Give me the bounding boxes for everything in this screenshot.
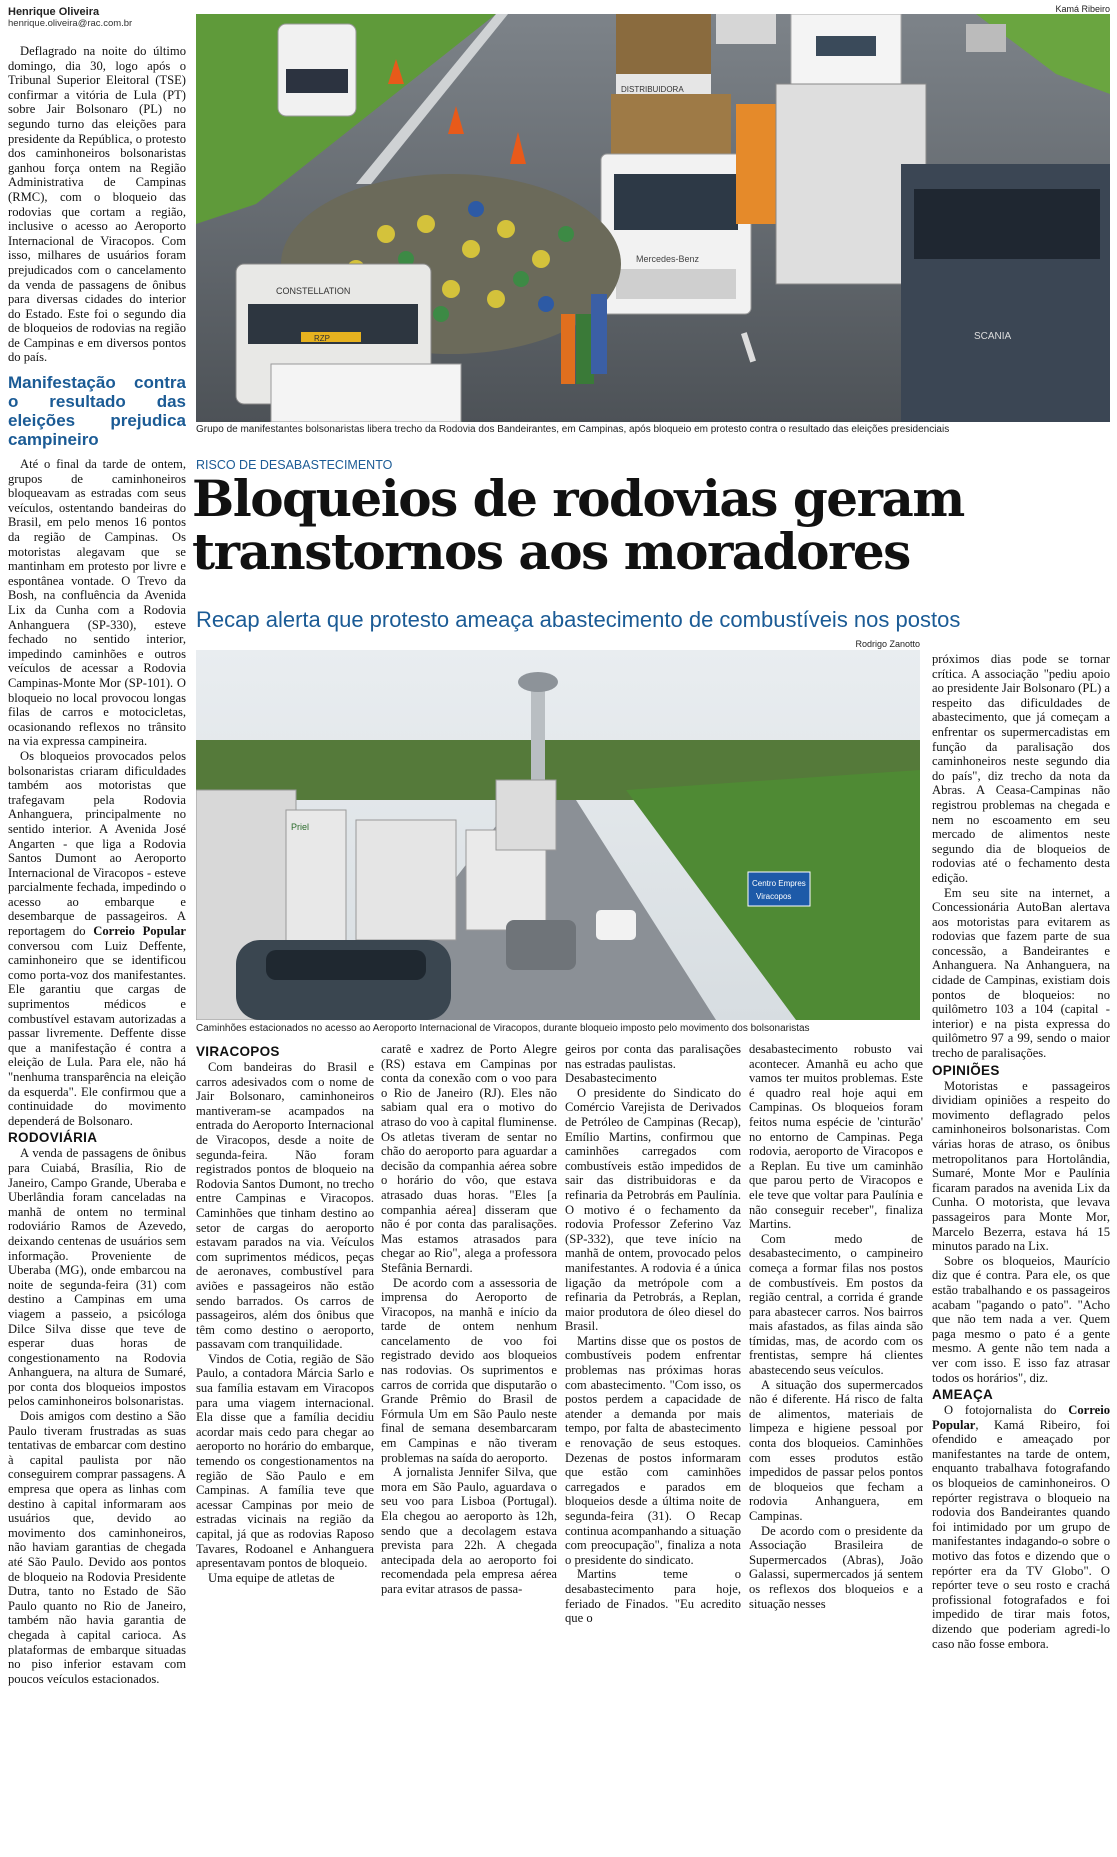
article-paragraph: De acordo com o presidente da Associação Brasileira de Supermercados (Abras), João Galassi, supermercados já sentem os reflexos dos bloqueios e a situação nesses: [749, 1523, 923, 1611]
article-paragraph: O presidente do Sindicato do Comércio Varejista de Derivados de Petróleo de Campinas (Recap), Emílio Martins, confirmou que caminhões carregados com combustíveis estão impedidos de sair das distribuidoras e da refinaria da Petrobrás em Paulínia. O motivo é o fechamento da rodovia Professor Zeferino Vaz (SP-332), que teve início na manhã de ontem, provocado pelos manifestantes. A rodovia é a única ligação da metrópole com a refinaria da Petrobrás, a Replan, maior produtora de óleo diesel do Brasil.: [565, 1085, 741, 1334]
column-3: [381, 1042, 557, 1854]
article-paragraph: [8, 749, 186, 1128]
airport-photo-graphic: [196, 650, 920, 1020]
article-paragraph: Motoristas e passageiros dividiam opiniões a respeito do movimento deflagrado pelos caminhoneiros bolsonaristas. Com várias horas de atraso, os ônibus metropolitanos para Hortolândia, Sumaré, Monte Mor e Paulínia ficaram parados na avenida Lix da Cunha. O motorista, que levava passageiros para Monte Mor, Marcelo Bezerra, estava há 15 minutos parado na Lix.: [932, 1078, 1110, 1254]
newspaper-name: Correio Popular: [93, 924, 186, 939]
airport-photo: [196, 650, 920, 1020]
article-paragraph: Vindos de Cotia, região de São Paulo, a contadora Márcia Sarlo e sua família estavam em Viracopos para uma viagem internacional. Ela disse que a família decidiu acordar mais cedo para chegar ao aeroporto no horário do embarque, temendo os congestionamentos na região de São Paulo e em Campinas. A família teve que acessar Campinas por meio de estradas vicinais na região da capital, já que as rodovias Raposo Tavares, Rodoanel e Anhanguera apresentavam pontos de bloqueio.: [196, 1351, 374, 1571]
text-run: conversou com Luiz Deffente, caminhoneiro que se identificou como porta-voz dos manifestantes. Ele garantiu que cargas de suprimentos médicos e combustível estavam autorizadas a passar livremente. Deffente disse que a manifestação é contra a eleição de Lula. Para ele, não há "nenhuma transparência na eleição da esquerda". Ele confirmou que a continuidade do movimento dependerá de Bolsonaro.: [8, 938, 186, 1128]
section-head-opinioes: OPINIÕES: [932, 1062, 1000, 1078]
bus-sign: CONSTELLATION: [276, 286, 351, 296]
protest-photo-graphic: [196, 14, 1110, 422]
text-run: , Kamá Ribeiro, foi ofendido e ameaçado por manifestantes na tarde de ontem, enquanto trabalhava fotografando os bloqueios de caminhoneiros. O repórter registrava o bloqueio na rodovia dos Bandeirantes quando foi intimidado por um grupo de manifestantes indagando-o sobre o motivo das fotos e dizendo que o repórter era da TV Globo". O repórter teve o seu rosto e crachá profissional fotografados e foi impedido de tirar mais fotos, dizendo que poderiam agredi-lo caso não fosse embora.: [932, 1417, 1110, 1651]
truck-brand: Mercedes-Benz: [636, 254, 700, 264]
article-paragraph: Sobre os bloqueios, Maurício diz que é contra. Para ele, os que estão trabalhando e os passageiros acabam "pagando o pato". "Acho que não tem nada a ver. Quem paga mesmo o pato é a gente mesmo. A gente não tem nada a ver com isso. E isso faz atrasar todos os horários", diz.: [932, 1253, 1110, 1385]
article-paragraph: Uma equipe de atletas de: [208, 1570, 335, 1585]
road-sign-text: Centro Empres: [752, 879, 806, 888]
section-head-ameaca: AMEAÇA: [932, 1387, 994, 1403]
column-viracopos: [196, 1042, 374, 1854]
photo-caption: Grupo de manifestantes bolsonaristas libera trecho da Rodovia dos Bandeirantes, em Campinas, após bloqueio em protesto contra o resultado das eleições presidenciais: [196, 424, 950, 435]
article-paragraph: Martins disse que os postos de combustíveis podem enfrentar problemas nas próximas horas com abastecimento. "Com isso, os postos perdem a capacidade de atender a demanda por mais tempo, por falta de abastecimento e renovação de seus estoques. Dezenas de postos informaram que estão com caminhões carregados e parados em bloqueios desde a última noite de segunda-feira (31). O Recap continua acompanhando a situação com preocupação", finaliza a nota o presidente do sindicato.: [565, 1333, 741, 1567]
article-paragraph: próximos dias pode se tornar crítica. A associação "pediu apoio ao presidente Jair Bolsonaro (PL) a respeito das dificuldades de abastecimento, que já começam a enfrentar os supermercadistas em função da paralisação dos caminhoneiros neste segundo dia do país", diz trecho da nota da Abras. A Ceasa-Campinas não registrou problemas na chegada e nem no escoamento em seu mercado de alimentos neste segundo dia de bloqueios de rodovias até o fechamento desta edição.: [932, 652, 1110, 885]
byline: [8, 6, 188, 29]
article-paragraph: Em seu site na internet, a Concessionária AutoBan alertava aos motoristas para evitarem as rodovias que fazem parte de sua concessão, a Bandeirantes e Anhanguera. Na Anhanguera, na cidade de Campinas, existiam dois pontos de bloqueios: no quilômetro 103 a 104 (capital - interior) e na pista expressa do quilômetro 97 a 99, sendo o maior trecho de paralisações.: [932, 885, 1110, 1061]
text-run: O fotojornalista do: [944, 1403, 1069, 1418]
article-paragraph: A situação dos supermercados não é diferente. Há risco de falta de alimentos, materiais de limpeza e higiene pessoal por conta dos bloqueios. Caminhões com esses produtos estão impedidos de passar pelos pontos de bloqueios que fecham a rodovia Anhanguera, em Campinas.: [749, 1377, 923, 1523]
column-4: [565, 1042, 741, 1854]
article-paragraph: Com medo de desabastecimento, o campineiro começa a formar filas nos postos de combustíveis. Em postos da região central, a corrida é grande para abastecer carros. Nos bairros mais afastados, as filas ainda são tímidas, mas, de acordo com os frentistas, sempre há clientes abastecendo seus veículos.: [749, 1231, 923, 1378]
truck-brand-right: SCANIA: [974, 331, 1012, 342]
photo-credit: Rodrigo Zanotto: [855, 639, 920, 649]
section-head-rodoviaria: RODOVIÁRIA: [8, 1130, 98, 1146]
article-paragraph: A venda de passagens de ônibus para Cuiabá, Brasília, Rio de Janeiro, Campo Grande, Uberaba e Uberlândia foram canceladas na manhã de ontem no terminal rodoviário Ramos de Azevedo, deixando centenas de usuários sem informação. Proveniente de Uberaba (MG), onde embarcou na noite de segunda-feira (31) com destino a Campinas em uma viagem a passeio, a psicóloga Dilce Silva disse que teve de esperar duas horas de congestionamento na Rodovia Anhanguera, na altura de Sumaré, por conta dos bloqueios impostos pelos caminhoneiros bolsonaristas.: [8, 1146, 186, 1409]
newspaper-name: Correio Popular: [932, 1403, 1110, 1432]
deck: Recap alerta que protesto ameaça abastecimento de combustíveis nos postos: [196, 607, 961, 632]
left-column: [8, 44, 186, 1852]
road-sign-text: Viracopos: [756, 892, 792, 901]
article-paragraph: A jornalista Jennifer Silva, que mora em São Paulo, aguardava o seu voo para Lisboa (Portugal). Ela chegou ao aeroporto às 12h, sendo que a decolagem estava prevista para 22h. A chegada antecipada dela ao aeroporto foi recomendada pela empresa aérea para evitar atrasos de passa-: [381, 1465, 557, 1596]
right-column: [932, 652, 1110, 1852]
article-paragraph: Até o final da tarde de ontem, grupos de caminhoneiros bloqueavam as estradas com seus veículos, ostentando bandeiras do Brasil, em pelo menos 16 pontos da região de Campinas. Os motoristas alegavam que se mantinham em protesto por livre e espontânea vontade. O Trevo da Bosh, na confluência da Avenida Lix da Cunha com a Rodovia Anhanguera (SP-330), esteve fechado no sentido interior, impedindo caminhões e outros veículos de acessar a Rodovia Campinas-Monte Mor (SP-101). O bloqueio no local provocou longas filas de carros e motocicletas, ocasionando reflexos no trânsito na via expressa campineira.: [8, 457, 186, 749]
text-run: Os bloqueios provocados pelos bolsonaristas criaram dificuldades também aos motoristas que trafegavam pela Rodovia Anhanguera, principalmente no sentido interior. A Avenida José Angarten - que liga a Rodovia Santos Dumont ao Aeroporto Internacional de Viracopos - esteve parcialmente fechada, impedindo o acesso ao embarque e desembarque de passageiros. A reportagem do: [8, 748, 186, 939]
article-paragraph: Dois amigos com destino a São Paulo tiveram frustradas as suas tentativas de embarcar com destino à capital paulista por não conseguirem comprar passagens. A empresa que opera as linhas com destino à capital informaram aos usuários que, devido ao movimento dos caminhoneiros, não haviam garantias de chegada até São Paulo. Devido aos pontos de bloqueio na Rodovia Presidente Dutra, tanto no Estado de São Paulo quanto no Rio de Janeiro, também não havia garantia de chegada à capital carioca. As plataformas de embarque situadas no piso inferior estavam com poucos veículos estacionados.: [8, 1409, 186, 1686]
section-head-viracopos: VIRACOPOS: [196, 1044, 280, 1059]
article-paragraph: [932, 1403, 1110, 1651]
headline-line: Bloqueios de rodovias geram: [192, 469, 964, 528]
article-paragraph: caratê e xadrez de Porto Alegre (RS) estava em Campinas por conta da conexão com o voo para o Rio de Janeiro (RJ). Eles não sabiam qual era o motivo do atraso do voo à capital fluminense. Os atletas tiveram de sentar no chão do aeroporto para aguardar a decisão da companhia aérea sobre o horário do vôo, que estava atrasado duas horas. "Eles [a companhia aérea] disseram que não é por conta das paralisações. Mas estamos atrasados para chegar ao Rio", alega a professora Stefânia Bernardi.: [381, 1042, 557, 1275]
photo-caption: Caminhões estacionados no acesso ao Aeroporto Internacional de Viracopos, durante bloqueio imposto pelo movimento dos bolsonaristas: [196, 1023, 810, 1034]
subhead: Manifestação contra o resultado das eleições prejudica campineiro: [8, 373, 186, 450]
article-paragraph: Com bandeiras do Brasil e carros adesivados com o nome de Jair Bolsonaro, caminhoneiros mantiveram-se acampados na entrada do Aeroporto Internacional de Viracopos, desde a noite de segunda-feira. Não foram registrados pontos de bloqueio na Rodovia Santos Dumont, no trecho entre Campinas e Viracopos. Caminhões que tinham destino ao setor de cargas do aeroporto estavam parados na via. Veículos com suprimentos médicos, peças de aeronaves, combustível para aviões e passageiros não estão sendo barrados. Os carros de passageiros, além dos ônibus que têm como destino o aeroporto, passavam com tranquilidade.: [196, 1060, 374, 1352]
article-subhead: Desabastecimento: [565, 1071, 657, 1086]
article-paragraph: De acordo com a assessoria de imprensa do Aeroporto de Viracopos, na manhã e início da tarde de ontem nenhum cancelamento de voo foi registrado devido aos bloqueios nas rodovias. Os suprimentos e carros de corrida que disputarão o Grande Prêmio do Brasil de Fórmula Um em São Paulo neste final de semana desembarcaram em Campinas e não tiveram problemas na saída do aeroporto.: [381, 1275, 557, 1465]
article-paragraph: geiros por conta das paralisações nas estradas paulistas.: [565, 1042, 741, 1071]
byline-name: Henrique Oliveira: [8, 6, 100, 18]
article-paragraph: desabastecimento robusto vai acontecer. Amanhã eu acho que vamos ter muitos problemas. Este é quadro real hoje aqui em Campinas. Os bloqueios foram feitos numa espécie de 'cinturão' no entorno de Campinas. Pega rodovia, aeroporto de Viracopos e a Replan. Eu tive um caminhão que parou perto de Viracopos e ele teve que voltar para Paulínia e não conseguir receber", finaliza Martins.: [749, 1042, 923, 1232]
truck-sign: DISTRIBUIDORA: [621, 85, 684, 94]
bus-tag: RZP: [314, 334, 330, 343]
truck-brand: Priel: [291, 822, 310, 832]
headline: [192, 469, 1112, 581]
protest-photo: [196, 14, 1110, 422]
kicker: RISCO DE DESABASTECIMENTO: [196, 458, 393, 472]
byline-email: henrique.oliveira@rac.com.br: [8, 18, 133, 29]
column-5: [749, 1042, 923, 1854]
article-paragraph: Martins teme o desabastecimento para hoje, feriado de Finados. "Eu acredito que o: [565, 1567, 741, 1626]
intro-paragraph: Deflagrado na noite do último domingo, dia 30, logo após o Tribunal Superior Eleitoral (TSE) confirmar a vitória de Lula (PT) sobre Jair Bolsonaro (PL) no segundo turno das eleições para presidente da República, o protesto dos caminhoneiros bolsonaristas ganhou força ontem na Região Administrativa de Campinas (RMC), com o bloqueio das rodovias que cortam a região, inclusive o acesso ao Aeroporto Internacional de Viracopos. Com isso, milhares de usuários foram prejudicados com o cancelamento da venda de passagens de ônibus para diversas cidades do interior do Estado. Este foi o segundo dia de bloqueios de rodovias na região de Campinas e em diversos pontos do país.: [8, 44, 186, 365]
photo-credit: Kamá Ribeiro: [1055, 4, 1110, 14]
headline-line: transtornos aos moradores: [192, 522, 910, 581]
